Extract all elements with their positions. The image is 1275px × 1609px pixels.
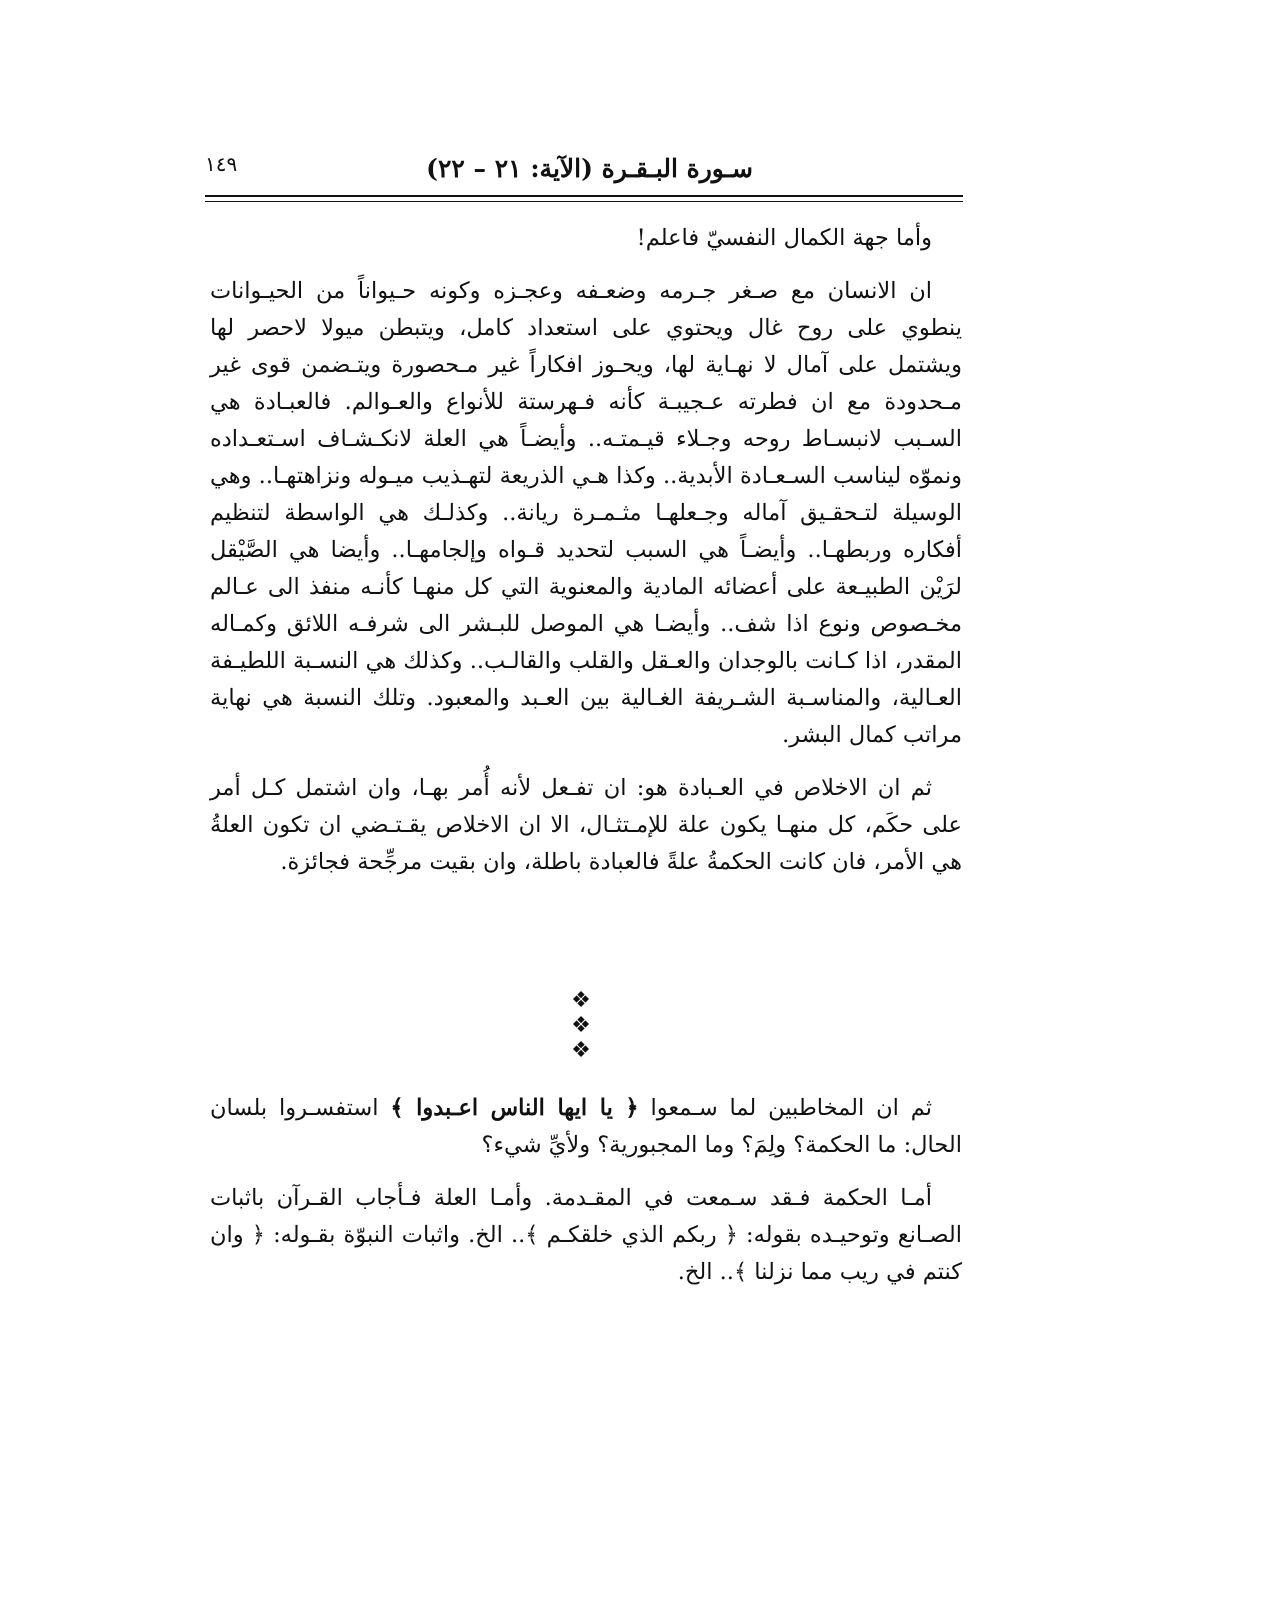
surah-title: سـورة البـقـرة (الآية: ٢١ – ٢٢) bbox=[426, 154, 753, 183]
paragraph-intro: وأما جهة الكمال النفسيّ فاعلم! bbox=[636, 225, 932, 251]
paragraph-wisdom-answer: أمـا الحكمة فـقد سـمعت في المقـدمة. وأمـا العلة فـأجاب القـرآن باثبات الصـانع وتوحيـده بقوله: ﴿ ربكم الذي خلقكـم ﴾.. الخ. واثبات النبوّة بقـوله: ﴿ وان كنتم في ريب مما نزلنا ﴾.. الخ. bbox=[210, 1185, 962, 1285]
header-rule-thin bbox=[205, 201, 963, 202]
paragraph-sincerity: ثم ان الاخلاص في العـبادة هو: ان تفـعل لأنه أُمر بهـا، وان اشتمل كـل أمر على حكَم، كل منهـا يكون علة للإمـتثـال، الا ان الاخلاص يقـتـضي ان تكون العلةُ هي الأمر، فان كانت الحكمةُ علةً فالعبادة باطلة، وان بقيت مرجِّحة فجائزة. bbox=[210, 775, 962, 875]
text-block-spiritual-perfection bbox=[210, 220, 962, 897]
addressees-text-end: استفسـروا بلسان الحال: ما الحكمة؟ ولِمَ؟ وما المجبورية؟ ولأيِّ شيء؟ bbox=[210, 1095, 962, 1158]
section-divider-ornaments: ❖ ❖ ❖ bbox=[571, 988, 619, 1063]
running-head bbox=[205, 148, 963, 192]
addressees-text-start: ثم ان المخاطبين لما سـمعوا bbox=[638, 1095, 933, 1121]
quran-quote: ﴿ يا ايها الناس اعـبدوا ﴾ bbox=[390, 1095, 639, 1121]
text-block-wisdom bbox=[210, 1090, 962, 1307]
paragraph-addressees bbox=[210, 1090, 962, 1164]
header-rule-thick bbox=[205, 195, 963, 197]
paragraph-worship-benefits: ان الانسان مع صـغر جـرمه وضعـفه وعجـزه وكونه حـيواناً من الحيـوانات ينطوي على روح غال ويحتوي على استعداد كامل، ويتبطن ميولا لاحصر لها ويشتمل على آمال لا نهـاية لها، ويحـوز افكاراً غير مـحصورة ويتـضمن قوى غير مـحدودة مع ان فطرته عـجيبـة كأنه فـهرستة للأنواع والعـوالم. فالعبـادة هي السـبب لانبسـاط روحه وجـلاء قيـمتـه.. وأيضـاً هي العلة لانكـشـاف اسـتعـداده ونموّه ليناسب السـعـادة الأبدية.. وكذا هـي الذريعة لتهـذيب ميـوله ونزاهتهـا.. وهي الوسيلة لتـحقـيق آماله وجـعلهـا مثـمـرة ريانة.. وكذلـك هي الواسطة لتنظيم أفكاره وربطهـا.. وأيضـاً هي السبب لتحديد قـواه وإلجامهـا.. وأيضا هي الصَّيْقل لرَيْن الطبيـعة على أعضائه المادية والمعنوية التي كل منهـا كأنـه منفذ الى عـالم مخـصوص ونوع اذا شف.. وأيضـا هي الموصل للبـشر الى شرفـه اللائق وكمـاله المقدر، اذا كـانت بالوجدان والعـقل والقلب والقالـب.. وكذلك هي النسـبة اللطيـفة العـالية، والمناسـبة الشـريفة الغـالية بين العـبد والمعبود. وتلك النسبة هي نهاية مراتب كمال البشر. bbox=[210, 278, 962, 748]
page-number: ١٤٩ bbox=[205, 152, 238, 176]
